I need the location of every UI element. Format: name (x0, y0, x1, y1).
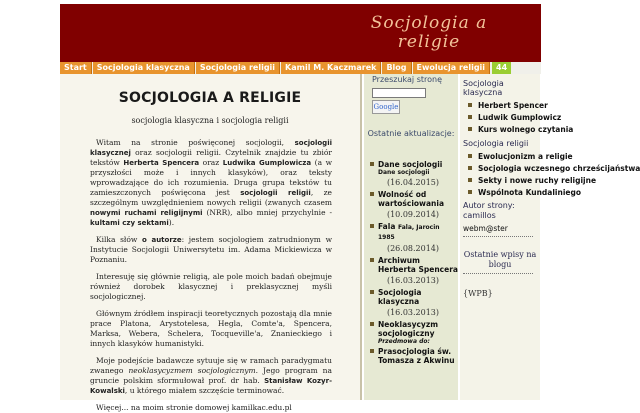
header-banner (60, 4, 541, 62)
category-socjologia-religii[interactable]: Socjologia religii (463, 139, 529, 148)
update-date: (16.03.2013) (386, 276, 440, 285)
link-herbert-spencer[interactable]: Herberta Spencera (123, 159, 200, 167)
category-item[interactable]: Ludwik Gumplowicz (466, 113, 540, 122)
google-search-button[interactable]: Google (372, 100, 400, 114)
updates-title: Ostatnie aktualizacje: (367, 129, 455, 138)
recent-posts-title: Ostatnie wpisy na blogu (463, 250, 537, 269)
update-date: (10.09.2014) (386, 210, 440, 219)
update-desc: Dane socjologii (378, 169, 430, 176)
webmaster-email[interactable]: webm@ster (463, 224, 508, 233)
nav-menu (60, 62, 512, 74)
category-item[interactable]: Herbert Spencer (466, 101, 540, 110)
update-desc: Przedmowa do: (378, 338, 430, 345)
interests-paragraph: Interesuję się głównie religią, ale pole moich badań obejmuje również dorobek klasycznej i preklasycznej myśli socjologicznej. (90, 272, 332, 301)
update-item (368, 347, 458, 365)
updates-list (368, 160, 458, 367)
category-item[interactable]: Wspólnota Kundaliniego (466, 188, 540, 197)
more-paragraph[interactable]: Więcej... na moim stronie domowej kamilkac.edu.pl (96, 403, 292, 412)
nav-kamil-kaczmarek[interactable]: Kamil M. Kaczmarek (281, 62, 381, 74)
nav-ewolucja-religii[interactable]: Ewolucja religii (413, 62, 491, 74)
page-title: SOCJOLOGIA A RELIGIE (118, 90, 302, 106)
update-desc: Fala, Jarocin 1985 (378, 224, 440, 241)
update-item (368, 160, 458, 187)
category-socjologia-klasyczna[interactable]: Socjologia klasyczna (463, 79, 504, 97)
bullet-icon (370, 192, 374, 196)
link-o-autorze[interactable]: o autorze (141, 236, 182, 244)
nav-blog[interactable]: Blog (382, 62, 411, 74)
update-date: (26.08.2014) (386, 244, 440, 253)
link-kulty-sekty[interactable]: kultami czy sektami (90, 219, 169, 227)
link-nowe-ruchy-religijne[interactable]: nowymi ruchami religijnymi (90, 209, 203, 217)
update-item (368, 190, 458, 219)
bullet-icon (370, 290, 374, 294)
page-subtitle: socjologia klasyczna i socjologia religii (131, 116, 289, 125)
nav-socjologia-religii[interactable]: Socjologia religii (196, 62, 280, 74)
update-date: (16.04.2015) (386, 178, 440, 187)
nav-socjologia-klasyczna[interactable]: Socjologia klasyczna (93, 62, 195, 74)
update-item (368, 256, 458, 285)
divider (463, 236, 533, 244)
right-sidebar (460, 74, 640, 400)
category-list (466, 101, 574, 134)
category-item[interactable]: Socjologia wczesnego chrześcijaństwa (466, 164, 540, 173)
category-item[interactable]: Kurs wolnego czytania (466, 125, 540, 134)
site-title[interactable]: Socjologia a religie (370, 13, 488, 52)
update-date: (16.03.2013) (386, 308, 440, 317)
bullet-icon (370, 258, 374, 262)
update-link[interactable]: Dane socjologii (378, 160, 443, 169)
divider (463, 273, 533, 281)
update-link[interactable]: Neoklasycyzm socjologiczny (378, 320, 439, 338)
author-paragraph: Kilka słów o autorze: jestem socjologiem zatrudnionym w Instytucie Socjologii Uniwersytetu im. Adama Mickiewicza w Poznaniu. (90, 235, 332, 264)
link-kozyr-kowalski[interactable]: Stanisław Kozyr-Kowalski (90, 377, 332, 395)
middle-sidebar (364, 74, 458, 400)
link-ludwik-gumplowicz[interactable]: Ludwika Gumplowicza (222, 159, 312, 167)
wpb-placeholder: {WPB} (463, 289, 493, 298)
category-item[interactable]: Ewolucjonizm a religie (466, 152, 540, 161)
update-link[interactable]: Socjologia klasyczna (378, 288, 422, 306)
visitor-counter: 44 (492, 62, 511, 74)
bullet-icon (370, 162, 374, 166)
intro-paragraph: Witam na stronie poświęconej socjologii, socjologii klasycznej oraz socjologii religii. Czytelnik znajdzie tu zbiór tekstów Herberta Spencera oraz Ludwika Gumplowicza (a w przyszłości może i innych klasyków), oraz teksty wprowadzające do ich rozumienia. Druga grupa tekstów tu zamieszczonych poświęcona jest socjologii religii, ze szczególnym uwzględnieniem nowych religii (zwanych czasem nowymi ruchami religijnymi (NRR), albo mniej przychylnie - kultami czy sektami). (90, 138, 333, 227)
category-list (466, 152, 640, 197)
main-content (60, 74, 362, 412)
update-link: Fala Fala, Jarocin 1985 (378, 222, 440, 241)
bullet-icon (370, 224, 374, 228)
approach-paragraph: Moje podejście badawcze sytuuje się w ramach paradygmatu zwanego neoklasycyzmem socjologicznym. Jego program na gruncie polskim sformułował prof. dr hab. Stanisław Kozyr-Kowalski, u którego miałem szczęście terminować. (90, 356, 332, 395)
site-author: Autor strony: camillos (463, 201, 515, 220)
bullet-icon (370, 349, 374, 353)
update-item (368, 320, 458, 345)
nav-start[interactable]: Start (60, 62, 92, 74)
category-item[interactable]: Sekty i nowe ruchy religijne (466, 176, 540, 185)
search-label: Przeszukaj stronę (372, 75, 442, 84)
bullet-icon (370, 322, 374, 326)
link-socjologia-klasyczna[interactable]: socjologii klasycznej (90, 139, 332, 157)
link-socjologia-religii[interactable]: socjologii religii (240, 189, 311, 197)
update-link[interactable]: Archiwum Herberta Spencera (378, 256, 458, 274)
search-input[interactable] (372, 88, 426, 98)
update-item (368, 288, 458, 317)
update-link[interactable]: Wolność od wartościowania (378, 190, 445, 208)
inspirations-paragraph: Głównym źródłem inspiracji teoretycznych pozostają dla mnie prace Platona, Arystotelesa, Hegla, Comte'a, Spencera, Marksa, Webera, Schelera, Tocqueville'a, Znanieckiego i innych klasyków humanistyki. (90, 309, 332, 348)
update-link[interactable]: Prasocjologia św. Tomasza z Akwinu (378, 347, 455, 365)
update-item (368, 222, 458, 253)
